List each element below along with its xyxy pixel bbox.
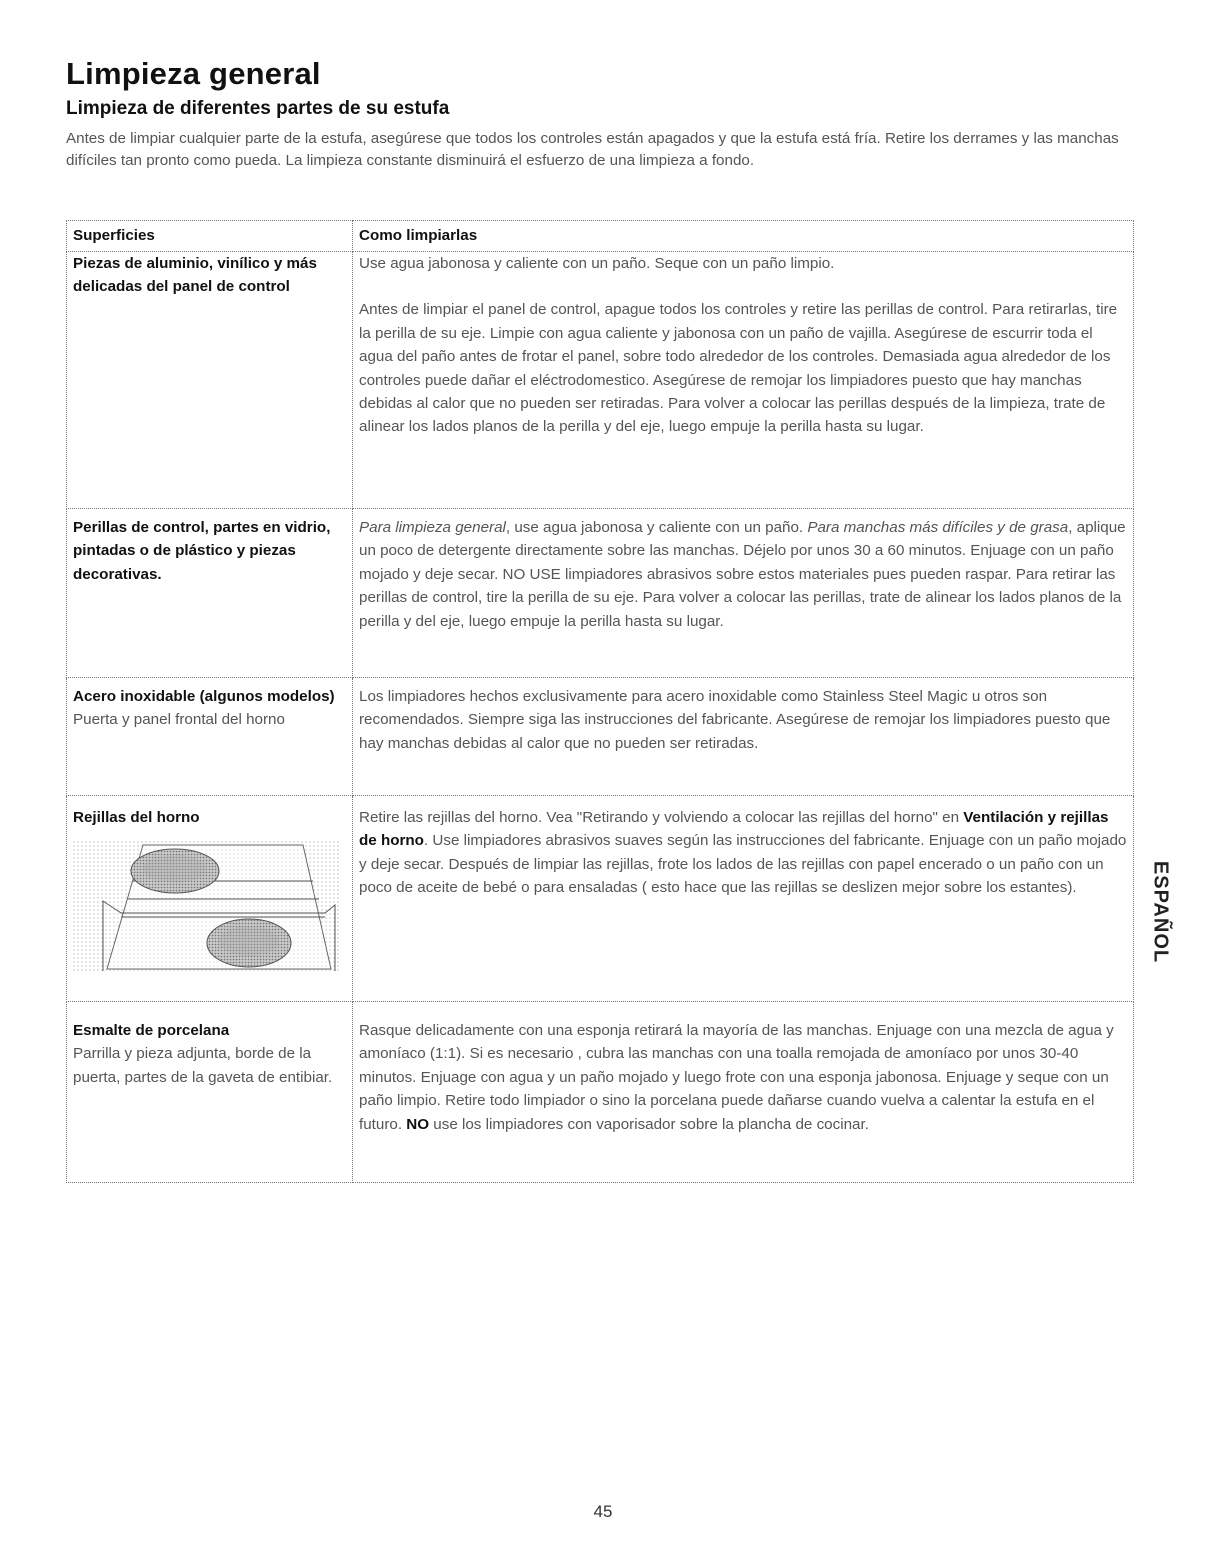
method-cell [353,1002,1134,1183]
method-bold: NO [406,1115,430,1133]
table-row [67,796,1134,1002]
intro-paragraph: Antes de limpiar cualquier parte de la estufa, asegúrese que todos los controles están apagados y que la estufa está fría. Retire los derrames y las manchas difíciles tan pronto como pueda. La limpieza constante disminuirá el esfuerzo de una limpieza a fondo. [66,130,1119,169]
method-text: Los limpiadores hechos exclusivamente para acero inoxidable como Stainless Steel Magic u otros son recomendados. Siempre siga las instrucciones del fabricante. Asegúrese de remojar los limpiadores puesto que hay manchas debidas al calor que no pueden ser retiradas. [359,688,1111,752]
surface-cell [67,509,353,678]
language-label: ESPAÑOL [1149,860,1172,964]
header-surfaces: Superficies [67,221,353,252]
method-text: Retire las rejillas del horno. Vea "Retirando y volviendo a colocar las rejillas del horno" en [359,809,964,826]
page-title: Limpieza general [66,56,321,91]
surface-cell [67,252,353,509]
table-row [67,678,1134,796]
method-text: Rasque delicadamente con una esponja retirará la mayoría de las manchas. Enjuage con una mezcla de agua y amoníaco (1:1). Si es necesario , cubra las manchas con una toalla remojada de amoníaco por unos 30-40 minutos. Enjuage con agua y un paño mojado y luego frote con una esponja jabonosa. Enjuage y seque con un paño limpio. Retire todo limpiador o sino la porcelana puede dañarse cuando vuelva a calentar la estufa en el futuro. [359,1022,1114,1133]
method-text: use los limpiadores con vaporisador sobre la plancha de cocinar. [429,1115,869,1133]
method-paragraph: Use agua jabonosa y caliente con un paño. Seque con un paño limpio. [359,255,835,272]
oven-rack-illustration [73,841,341,971]
table-row [67,509,1134,678]
method-cell [353,678,1134,796]
surface-label: Esmalte de porcelana [73,1022,230,1039]
table-row [67,252,1134,509]
method-italic: Para limpieza general [359,519,506,536]
surface-cell [67,1002,353,1183]
surface-label: Acero inoxidable (algunos modelos) [73,688,335,705]
table-row [67,1002,1134,1183]
surface-label: Piezas de aluminio, vinílico y más delicadas del panel de control [73,255,317,296]
method-paragraph: Antes de limpiar el panel de control, apague todos los controles y retire las perillas de control. Para retirarlas, tire la perilla de su eje. Limpie con agua caliente y jabonosa con un paño de vajilla. Asegúrese de escurrir toda el agua del paño antes de frotar el panel, sobre todo alrededor de los controles. Demasiada agua alrededor de los controles puede dañar el eléctrodomestico. Asegúrese de remojar los limpiadores puesto que hay manchas debidas al calor que no pueden ser retiradas. Para volver a colocar las perillas después de la limpieza, trate de alinear los lados planos de la perilla y del eje, luego empuje la perilla hasta su lugar. [359,301,1118,436]
method-text: , aplique un poco de detergente directamente sobre las manchas. Déjelo por unos 30 a 60 minutos. Enjuage con un paño mojado y deje secar. NO USE limpiadores abrasivos sobre estos materiales pues pueden raspar. Para retirar las perillas de control, tire la perilla de su eje. Para volver a colocar las perillas, trate de alinear los lados planos de la perilla y del eje, luego empuje la perilla hasta su lugar. [359,519,1126,630]
method-cell [353,252,1134,509]
method-text: , use agua jabonosa y caliente con un paño. [505,519,808,536]
surface-cell [67,678,353,796]
surface-detail: Parrilla y pieza adjunta, borde de la puerta, partes de la gaveta de entibiar. [73,1045,333,1086]
method-bold-ref: Ventilación y rejillas de horno [359,809,1109,850]
page-number: 45 [593,1502,613,1521]
language-side-tab [1146,842,1174,982]
method-italic: Para manchas más difíciles y de grasa [807,519,1069,536]
header-how-to-clean: Como limpiarlas [353,221,1134,252]
cleaning-table [66,220,1134,1183]
surface-label: Perillas de control, partes en vidrio, pintadas o de plástico y piezas decorativas. [73,519,331,583]
surface-detail: Puerta y panel frontal del horno [73,711,285,729]
surface-label: Rejillas del horno [73,809,200,826]
method-cell [353,509,1134,678]
table-header-row [67,221,1134,252]
section-subtitle: Limpieza de diferentes partes de su estufa [66,98,450,119]
surface-cell [67,796,353,1002]
method-text: . Use limpiadores abrasivos suaves según las instrucciones del fabricante. Enjuage con un paño mojado y deje secar. Después de limpiar las rejillas, frote los lados de las rejillas con papel encerado o un paño con un poco de aceite de bebé o para ensaladas ( esto hace que las rejillas se deslizen mejor sobre los estantes). [359,832,1127,897]
method-cell [353,796,1134,1002]
